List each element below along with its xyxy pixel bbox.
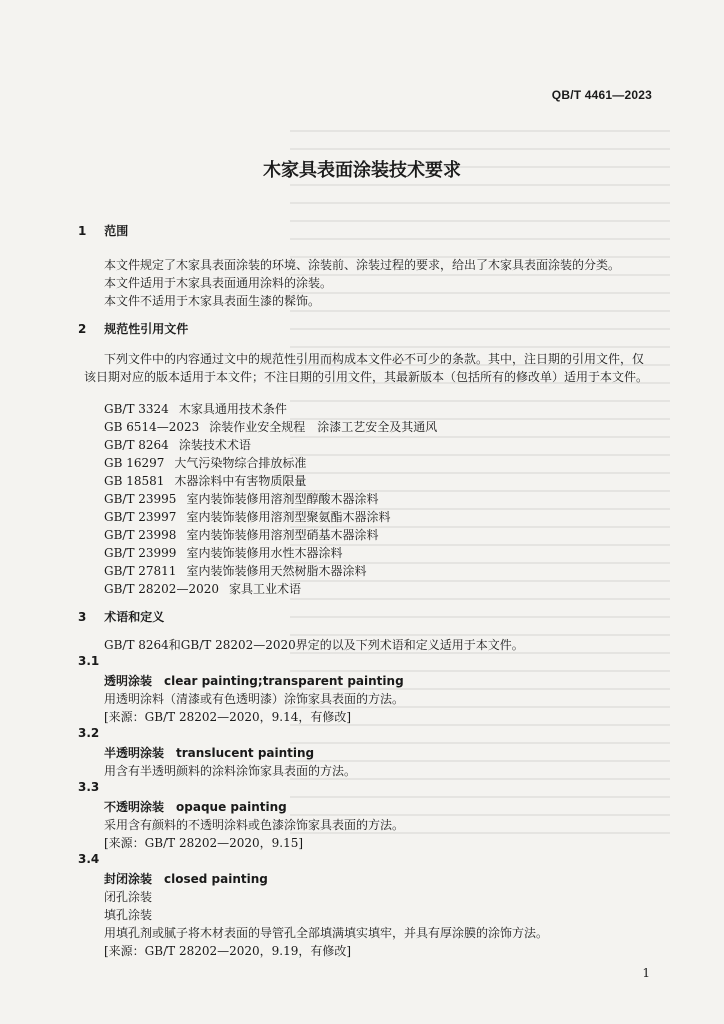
reference-name: 家具工业术语 xyxy=(228,582,301,596)
section-normative-heading xyxy=(78,320,188,337)
reference-name: 室内装饰装修用溶剂型硝基木器涂料 xyxy=(186,528,379,542)
term-source: [来源：GB/T 28202—2020，9.15] xyxy=(104,836,304,850)
reference-code: GB 6514—2023 xyxy=(104,420,200,434)
term-zh: 封闭涂装 xyxy=(104,872,153,886)
term-number: 3.4 xyxy=(78,852,100,866)
term-zh: 透明涂装 xyxy=(104,674,153,688)
section-number: 1 xyxy=(78,224,87,238)
reference-name: 室内装饰装修用溶剂型醇酸木器涂料 xyxy=(186,492,379,506)
show-through-text xyxy=(290,130,670,920)
term-alt: 填孔涂装 xyxy=(104,908,153,922)
reference-name: 室内装饰装修用天然树脂木器涂料 xyxy=(186,564,367,578)
section-number: 2 xyxy=(78,322,87,336)
term-en: opaque painting xyxy=(176,800,287,814)
reference-code: GB/T 23999 xyxy=(104,546,177,560)
reference-item xyxy=(104,436,251,453)
normative-intro: 下列文件中的内容通过文中的规范性引用而构成本文件必不可少的条款。其中，注日期的引用文件，仅该日期对应的版本适用于本文件；不注日期的引用文件，其最新版本（包括所有的修改单）适用于本文件。 xyxy=(84,352,649,384)
term-en: translucent painting xyxy=(176,746,315,760)
reference-item xyxy=(104,508,390,525)
section-title: 术语和定义 xyxy=(104,610,165,624)
reference-item xyxy=(104,472,306,489)
reference-name: 涂装作业安全规程 涂漆工艺安全及其通风 xyxy=(209,420,438,434)
reference-item xyxy=(104,544,342,561)
reference-code: GB 16297 xyxy=(104,456,165,470)
reference-code: GB/T 3324 xyxy=(104,402,169,416)
scope-line: 本文件规定了木家具表面涂装的环境、涂装前、涂装过程的要求，给出了木家具表面涂装的分类。 xyxy=(104,258,621,272)
term-heading xyxy=(104,870,268,887)
reference-code: GB/T 23997 xyxy=(104,510,177,524)
term-number: 3.1 xyxy=(78,654,100,668)
term-heading xyxy=(104,744,314,761)
term-source: [来源：GB/T 28202—2020，9.19，有修改] xyxy=(104,944,352,958)
scope-line: 本文件不适用于木家具表面生漆的髹饰。 xyxy=(104,294,321,308)
term-alt: 闭孔涂装 xyxy=(104,890,153,904)
terms-intro: GB/T 8264和GB/T 28202—2020界定的以及下列术语和定义适用于本文件。 xyxy=(104,638,524,652)
reference-name: 大气污染物综合排放标准 xyxy=(174,456,307,470)
page-number: 1 xyxy=(642,966,650,980)
term-definition: 用填孔剂或腻子将木材表面的导管孔全部填满填实填牢，并具有厚涂膜的涂饰方法。 xyxy=(104,926,549,940)
reference-code: GB/T 23995 xyxy=(104,492,177,506)
term-source: [来源：GB/T 28202—2020，9.14，有修改] xyxy=(104,710,352,724)
document-title: 木家具表面涂装技术要求 xyxy=(263,160,461,181)
term-zh: 半透明涂装 xyxy=(104,746,165,760)
reference-item xyxy=(104,580,301,597)
reference-item xyxy=(104,454,306,471)
reference-code: GB/T 27811 xyxy=(104,564,177,578)
term-definition: 采用含有颜料的不透明涂料或色漆涂饰家具表面的方法。 xyxy=(104,818,405,832)
term-heading xyxy=(104,798,287,815)
reference-code: GB 18581 xyxy=(104,474,165,488)
reference-name: 木家具通用技术条件 xyxy=(178,402,287,416)
reference-item xyxy=(104,490,378,507)
section-terms-heading xyxy=(78,608,164,625)
reference-name: 室内装饰装修用水性木器涂料 xyxy=(186,546,343,560)
reference-code: GB/T 23998 xyxy=(104,528,177,542)
reference-item xyxy=(104,418,437,435)
term-definition: 用含有半透明颜料的涂料涂饰家具表面的方法。 xyxy=(104,764,357,778)
reference-item xyxy=(104,400,287,417)
term-en: clear painting;transparent painting xyxy=(164,674,404,688)
term-definition: 用透明涂料（清漆或有色透明漆）涂饰家具表面的方法。 xyxy=(104,692,405,706)
reference-name: 室内装饰装修用溶剂型聚氨酯木器涂料 xyxy=(186,510,391,524)
reference-name: 涂装技术术语 xyxy=(178,438,251,452)
reference-code: GB/T 28202—2020 xyxy=(104,582,219,596)
reference-item xyxy=(104,562,366,579)
reference-item xyxy=(104,526,378,543)
section-title: 范围 xyxy=(104,224,129,238)
section-scope-heading xyxy=(78,222,128,239)
reference-name: 木器涂料中有害物质限量 xyxy=(174,474,307,488)
term-en: closed painting xyxy=(164,872,268,886)
term-number: 3.3 xyxy=(78,780,100,794)
scope-line: 本文件适用于木家具表面通用涂料的涂装。 xyxy=(104,276,333,290)
section-number: 3 xyxy=(78,610,87,624)
term-zh: 不透明涂装 xyxy=(104,800,165,814)
standard-code: QB/T 4461—2023 xyxy=(551,88,652,102)
term-heading xyxy=(104,672,404,689)
term-number: 3.2 xyxy=(78,726,100,740)
section-title: 规范性引用文件 xyxy=(104,322,189,336)
reference-code: GB/T 8264 xyxy=(104,438,169,452)
